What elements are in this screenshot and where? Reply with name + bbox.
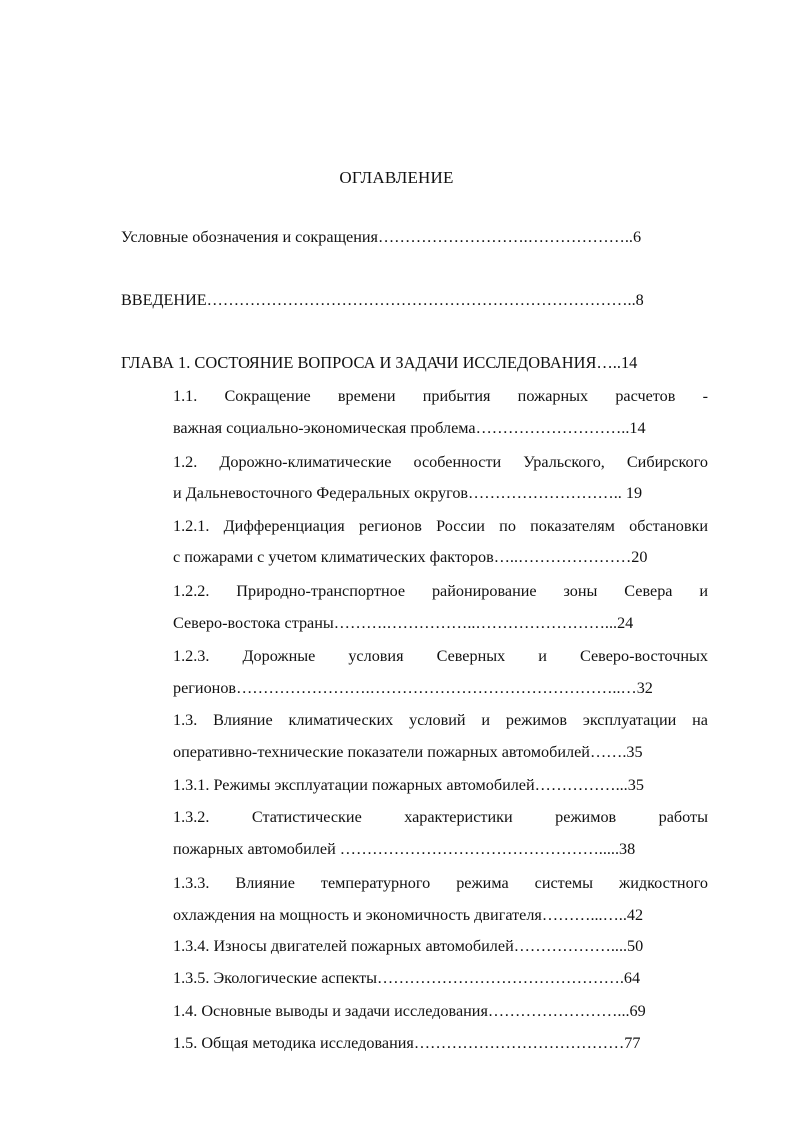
toc-entry-1-2-3-line-1: 1.2.3. Дорожные условия Северных и Северо-восточных xyxy=(173,647,708,665)
toc-title: ОГЛАВЛЕНИЕ xyxy=(339,168,454,187)
toc-entry-1-3-4: 1.3.4. Износы двигателей пожарных автомобилей………………....50 xyxy=(173,937,644,955)
toc-entry-1-3-line-1: 1.3. Влияние климатических условий и режимов эксплуатации на xyxy=(173,711,708,729)
toc-entry-1-1-line-1: 1.1. Сокращение времени прибытия пожарных расчетов - xyxy=(173,387,708,405)
toc-entry-1-3-2-line-2: пожарных автомобилей ………………………………………….....38 xyxy=(173,840,636,858)
toc-entry-1-2-2-line-2: Северо-востока страны……….……………..……………………...24 xyxy=(173,614,634,632)
toc-entry-1-3-1: 1.3.1. Режимы эксплуатации пожарных автомобилей……………...35 xyxy=(173,776,644,794)
toc-entry-1-2-line-2: и Дальневосточного Федеральных округов……………………….. 19 xyxy=(173,484,643,502)
toc-entry-1-3-line-2: оперативно-технические показатели пожарных автомобилей…….35 xyxy=(173,743,643,761)
toc-entry-1-2-1-line-2: с пожарами с учетом климатических факторов…..…………………20 xyxy=(173,548,648,566)
toc-entry-chapter-1: ГЛАВА 1. СОСТОЯНИЕ ВОПРОСА И ЗАДАЧИ ИССЛЕДОВАНИЯ…..14 xyxy=(121,353,638,372)
toc-entry-1-1-line-2: важная социально-экономическая проблема………………………..14 xyxy=(173,419,646,437)
toc-entry-1-2-2-line-1: 1.2.2. Природно-транспортное районирование зоны Севера и xyxy=(173,582,708,600)
toc-entry-1-3-3-line-1: 1.3.3. Влияние температурного режима системы жидкостного xyxy=(173,874,708,892)
toc-entry-introduction: ВВЕДЕНИЕ……………………………………………………………………..8 xyxy=(121,291,644,309)
toc-entry-1-3-3-line-2: охлаждения на мощность и экономичность двигателя………...…..42 xyxy=(173,906,644,924)
toc-entry-abbreviations: Условные обозначения и сокращения……………………….………………..6 xyxy=(121,228,642,246)
toc-entry-1-2-1-line-1: 1.2.1. Дифференциация регионов России по показателям обстановки xyxy=(173,517,708,535)
toc-entry-1-2-3-line-2: регионов…………………….………………………………………..…32 xyxy=(173,679,653,697)
toc-entry-1-3-5: 1.3.5. Экологические аспекты……………………………………….64 xyxy=(173,969,641,987)
toc-entry-1-2-line-1: 1.2. Дорожно-климатические особенности Уральского, Сибирского xyxy=(173,453,708,471)
toc-entry-1-5: 1.5. Общая методика исследования…………………………………77 xyxy=(173,1034,641,1052)
toc-entry-1-4: 1.4. Основные выводы и задачи исследования……………………...69 xyxy=(173,1002,646,1020)
toc-entry-1-3-2-line-1: 1.3.2. Статистические характеристики режимов работы xyxy=(173,808,708,826)
